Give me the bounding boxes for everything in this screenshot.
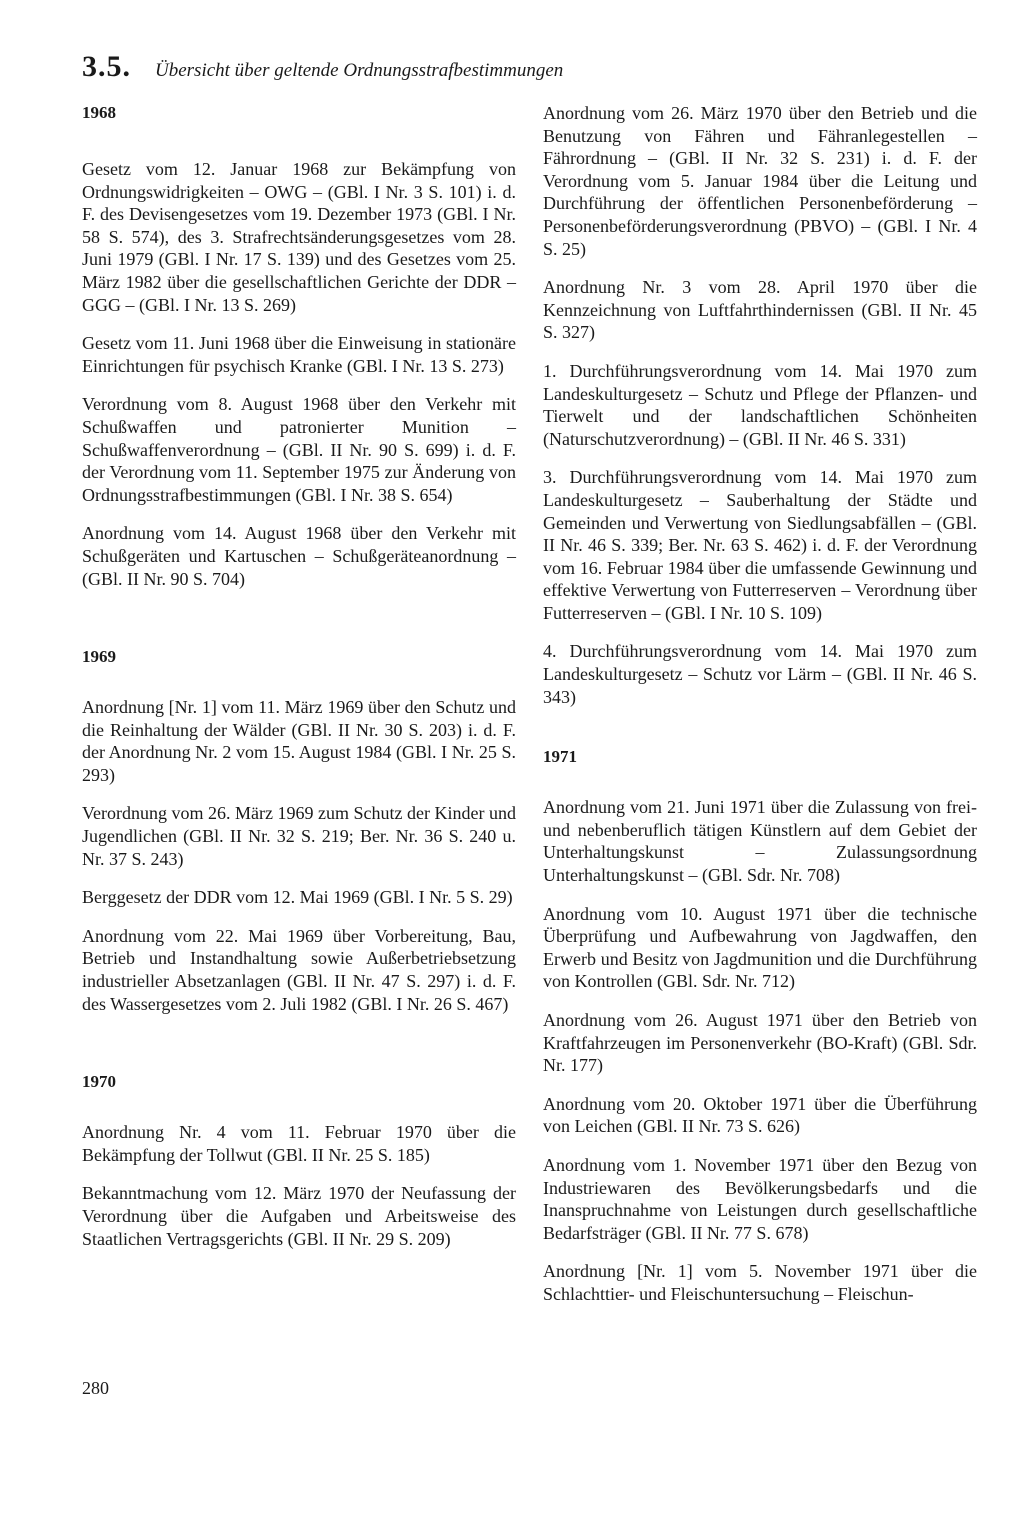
law-entry: 1. Durchführungsverordnung vom 14. Mai 1970 zum Landeskulturgesetz – Schutz und Pflege der Pflanzen- und Tierwelt und der landschaftlichen Schönheiten (Naturschutzverordnung) – (GBl. II Nr. 46 S. 331) xyxy=(543,360,977,449)
law-entry: Anordnung vom 14. August 1968 über den Verkehr mit Schußgeräten und Kartuschen – Schußgeräteanordnung – (GBl. II Nr. 90 S. 704) xyxy=(82,523,516,589)
law-entry: Verordnung vom 8. August 1968 über den Verkehr mit Schußwaffen und patronierter Munition – Schußwaffenverordnung – (GBl. II Nr. 90 S. 699) i. d. F. der Verordnung vom 11. September 1975 zur Änderung von Ordnungsstrafbestimmungen (GBl. I Nr. 38 S. 654) xyxy=(82,394,516,505)
law-entry: Berggesetz der DDR vom 12. Mai 1969 (GBl. I Nr. 5 S. 29) xyxy=(82,887,513,908)
law-entry: Anordnung vom 21. Juni 1971 über die Zulassung von frei- und nebenberuflich tätigen Künstlern auf dem Gebiet der Unterhaltungskunst – Zulassungsordnung Unterhaltungskunst – (GBl. Sdr. Nr. 708) xyxy=(543,797,977,886)
section-header xyxy=(82,50,563,84)
year-heading-1969: 1969 xyxy=(82,647,116,667)
law-entry: Bekanntmachung vom 12. März 1970 der Neufassung der Verordnung über die Aufgaben und Arbeitsweise des Staatlichen Vertragsgerichts (GBl. II Nr. 29 S. 209) xyxy=(82,1183,516,1249)
section-title: Übersicht über geltende Ordnungsstrafbestimmungen xyxy=(155,60,564,81)
year-heading-1970: 1970 xyxy=(82,1072,116,1092)
law-entry: Anordnung vom 1. November 1971 über den Bezug von Industriewaren des Bevölkerungsbedarfs und die Inanspruchnahme von Leistungen durch gesellschaftliche Bedarfsträger (GBl. II Nr. 77 S. 678) xyxy=(543,1154,977,1243)
law-entry: Anordnung vom 26. August 1971 über den Betrieb von Kraftfahrzeugen im Personenverkehr (BO-Kraft) (GBl. Sdr. Nr. 177) xyxy=(543,1010,977,1076)
page-number: 280 xyxy=(82,1378,109,1398)
section-number: 3.5. xyxy=(82,50,131,83)
law-entry: 3. Durchführungsverordnung vom 14. Mai 1970 zum Landeskulturgesetz – Sauberhaltung der Städte und Gemeinden und Verwertung von Siedlungsabfällen – (GBl. II Nr. 46 S. 339; Ber. Nr. 63 S. 462) i. d. F. der Verordnung vom 16. Februar 1984 über die umfassende Gewinnung und effektive Verwertung von Futterreserven – Verordnung über Futterreserven – (GBl. I Nr. 10 S. 109) xyxy=(543,467,977,623)
year-heading-1968: 1968 xyxy=(82,103,116,122)
law-entry: Gesetz vom 11. Juni 1968 über die Einweisung in stationäre Einrichtungen für psychisch Kranke (GBl. I Nr. 13 S. 273) xyxy=(82,333,516,376)
law-entry: Anordnung Nr. 3 vom 28. April 1970 über die Kennzeichnung von Luftfahrthindernissen (GBl. II Nr. 45 S. 327) xyxy=(543,277,977,343)
law-entry: Anordnung Nr. 4 vom 11. Februar 1970 über die Bekämpfung der Tollwut (GBl. II Nr. 25 S. 185) xyxy=(82,1122,516,1165)
right-column xyxy=(543,102,977,1322)
law-entry: Anordnung vom 10. August 1971 über die technische Überprüfung und Aufbewahrung von Jagdwaffen, den Erwerb und Besitz von Jagdmunition und die Durchführung von Kontrollen (GBl. Sdr. Nr. 712) xyxy=(543,903,977,992)
law-entry: 4. Durchführungsverordnung vom 14. Mai 1970 zum Landeskulturgesetz – Schutz vor Lärm – (GBl. II Nr. 46 S. 343) xyxy=(543,641,977,707)
law-entry: Anordnung [Nr. 1] vom 11. März 1969 über den Schutz und die Reinhaltung der Wälder (GBl. II Nr. 30 S. 203) i. d. F. der Anordnung Nr. 2 vom 15. August 1984 (GBl. I Nr. 25 S. 293) xyxy=(82,697,516,785)
law-entry: Anordnung [Nr. 1] vom 5. November 1971 über die Schlachttier- und Fleischuntersuchung – Fleischun- xyxy=(543,1261,977,1304)
law-entry: Verordnung vom 26. März 1969 zum Schutz der Kinder und Jugendlichen (GBl. II Nr. 32 S. 219; Ber. Nr. 36 S. 240 u. Nr. 37 S. 243) xyxy=(82,803,516,869)
left-column xyxy=(82,102,516,1266)
law-entry: Anordnung vom 26. März 1970 über den Betrieb und die Benutzung von Fähren und Fähranlegestellen – Fährordnung – (GBl. II Nr. 32 S. 231) i. d. F. der Verordnung vom 5. Januar 1984 über die Leitung und Durchführung der öffentlichen Personenbeförderung – Personenbeförderungsverordnung (PBVO) – (GBl. I Nr. 4 S. 25) xyxy=(543,103,977,259)
law-entry: Anordnung vom 20. Oktober 1971 über die Überführung von Leichen (GBl. II Nr. 73 S. 626) xyxy=(543,1093,977,1137)
law-entry: Anordnung vom 22. Mai 1969 über Vorbereitung, Bau, Betrieb und Instandhaltung sowie Außerbetriebsetzung industrieller Absetzanlagen (GBl. II Nr. 47 S. 297) i. d. F. des Wassergesetzes vom 2. Juli 1982 (GBl. I Nr. 26 S. 467) xyxy=(82,925,516,1014)
year-heading-1971: 1971 xyxy=(543,747,577,767)
law-entry: Gesetz vom 12. Januar 1968 zur Bekämpfung von Ordnungswidrigkeiten – OWG – (GBl. I Nr. 3 S. 101) i. d. F. des Devisengesetzes vom 19. Dezember 1973 (GBl. I Nr. 58 S. 574), des 3. Strafrechtsänderungsgesetzes vom 28. Juni 1979 (GBl. I Nr. 17 S. 139) und des Gesetzes vom 25. März 1982 über die gesellschaftlichen Gerichte der DDR – GGG – (GBl. I Nr. 13 S. 269) xyxy=(82,159,516,315)
